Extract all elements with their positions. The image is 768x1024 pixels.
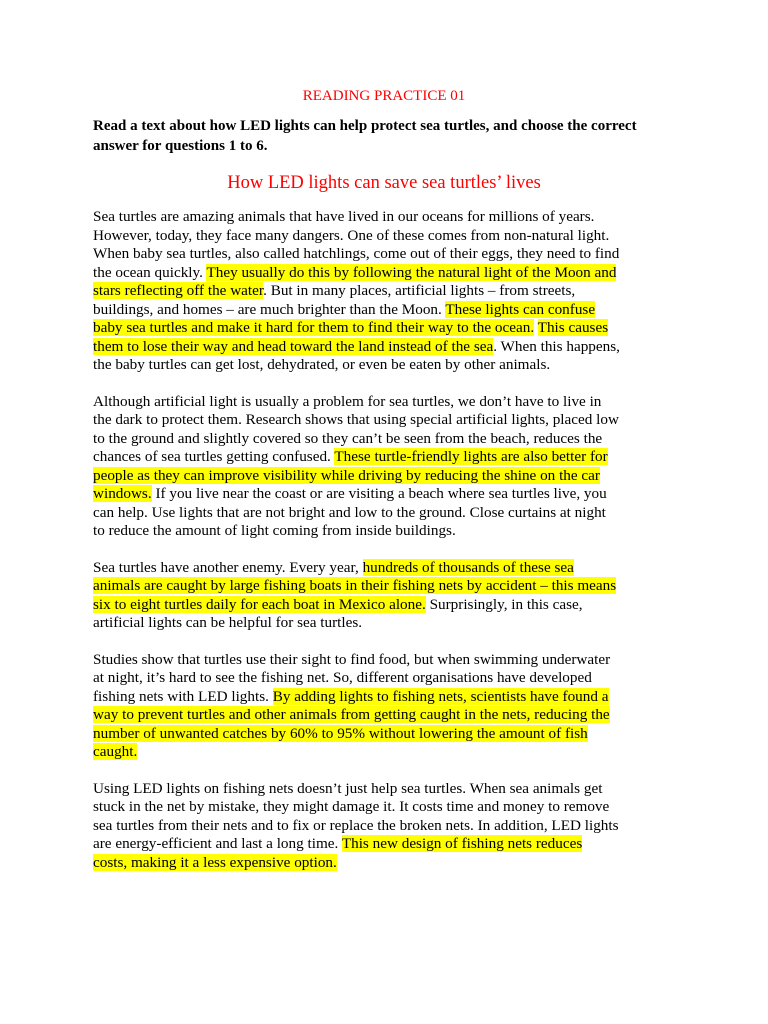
paragraph [93, 559, 683, 633]
text-line [93, 319, 683, 338]
highlighted-text: them to lose their way and head toward the land instead of the sea [93, 337, 494, 355]
text-line [93, 522, 683, 541]
highlighted-text: windows. [93, 485, 152, 502]
article-body [93, 208, 683, 890]
highlighted-text: number of unwanted catches by 60% to 95% without lowering the amount of fish [93, 724, 588, 742]
highlighted-text: animals are caught by large fishing boats in their fishing nets by accident – this means [93, 577, 617, 594]
highlighted-text: people as they can improve visibility while driving by reducing the shine on the car [93, 466, 600, 484]
highlighted-text: hundreds of thousands of these sea [362, 558, 574, 576]
text-segment: artificial lights can be helpful for sea turtles. [93, 614, 363, 631]
text-line [93, 467, 683, 486]
text-line [93, 835, 683, 854]
page-heading: READING PRACTICE 01 [302, 88, 466, 104]
text-segment: the ocean quickly. [93, 263, 207, 281]
text-line [93, 282, 683, 301]
paragraph [93, 780, 683, 873]
article-title: How LED lights can save sea turtles’ lives [227, 173, 541, 193]
text-line [93, 208, 683, 227]
text-segment: Sea turtles are amazing animals that have lived in our oceans for millions of years. [93, 208, 595, 225]
text-segment: at night, it’s hard to see the fishing net. So, different organisations have developed [93, 669, 592, 686]
text-segment: Sea turtles have another enemy. Every year, [93, 558, 363, 576]
text-line [93, 596, 683, 615]
highlighted-text: costs, making it a less expensive option. [93, 853, 337, 871]
highlighted-text: caught. [93, 743, 138, 760]
text-segment: When baby sea turtles, also called hatchlings, come out of their eggs, they need to find [93, 245, 620, 262]
highlighted-text: This causes [537, 319, 609, 336]
text-segment: Although artificial light is usually a problem for sea turtles, we don’t have to live in [93, 392, 602, 410]
text-line [93, 393, 683, 412]
text-line [93, 651, 683, 670]
text-line [93, 430, 683, 449]
text-segment: If you live near the coast or are visiting a beach where sea turtles live, you [151, 485, 607, 502]
text-segment: Surprisingly, in this case, [425, 595, 583, 613]
text-segment: can help. Use lights that are not bright and low to the ground. Close curtains at night [93, 503, 606, 521]
highlighted-text: By adding lights to fishing nets, scientists have found a [272, 687, 609, 705]
text-line [93, 614, 683, 633]
text-segment: sea turtles from their nets and to fix or replace the broken nets. In addition, LED lights [93, 816, 619, 834]
text-line [93, 504, 683, 523]
text-segment: However, today, they face many dangers. One of these comes from non-natural light. [93, 226, 610, 244]
text-segment: the baby turtles can get lost, dehydrated, or even be eaten by other animals. [93, 356, 551, 373]
text-segment: Studies show that turtles use their sight to find food, but when swimming underwater [93, 650, 611, 668]
text-segment: . When this happens, [493, 337, 620, 355]
text-segment: fishing nets with LED lights. [93, 687, 273, 705]
paragraph [93, 393, 683, 541]
text-line [93, 743, 683, 762]
text-line [93, 485, 683, 504]
text-line [93, 245, 683, 264]
highlighted-text: These lights can confuse [445, 300, 596, 318]
text-line [93, 338, 683, 357]
text-line [93, 688, 683, 707]
instructions-line: Read a text about how LED lights can help protect sea turtles, and choose the correct [93, 118, 637, 134]
text-line [93, 854, 683, 873]
text-segment: buildings, and homes – are much brighter than the Moon. [93, 300, 446, 318]
text-line [93, 448, 683, 467]
text-segment: Using LED lights on fishing nets doesn’t just help sea turtles. When sea animals get [93, 779, 603, 797]
text-line [93, 227, 683, 246]
text-segment: to the ground and slightly covered so they can’t be seen from the beach, reduces the [93, 429, 603, 447]
text-line [93, 817, 683, 836]
text-line [93, 669, 683, 688]
text-segment: the dark to protect them. Research shows that using special artificial lights, placed low [93, 411, 619, 428]
highlighted-text: way to prevent turtles and other animals from getting caught in the nets, reducing the [93, 706, 610, 723]
instructions-line: answer for questions 1 to 6. [93, 138, 268, 154]
text-segment: stuck in the net by mistake, they might damage it. It costs time and money to remove [93, 798, 610, 815]
paragraph [93, 651, 683, 762]
highlighted-text: They usually do this by following the natural light of the Moon and [206, 263, 617, 281]
highlighted-text: This new design of fishing nets reduces [341, 835, 583, 852]
text-segment: are energy-efficient and last a long time. [93, 835, 342, 852]
text-segment: chances of sea turtles getting confused. [93, 448, 335, 465]
text-segment: . But in many places, artificial lights – from streets, [263, 282, 576, 299]
text-line [93, 559, 683, 578]
text-line [93, 725, 683, 744]
highlighted-text: stars reflecting off the water [93, 282, 264, 299]
text-line [93, 780, 683, 799]
paragraph [93, 208, 683, 375]
text-line [93, 264, 683, 283]
text-line [93, 411, 683, 430]
text-line [93, 798, 683, 817]
text-segment: to reduce the amount of light coming from inside buildings. [93, 522, 456, 539]
text-line [93, 706, 683, 725]
text-line [93, 577, 683, 596]
instructions [93, 116, 693, 156]
highlighted-text: These turtle-friendly lights are also better for [334, 448, 608, 465]
text-line [93, 356, 683, 375]
highlighted-text: six to eight turtles daily for each boat in Mexico alone. [93, 595, 426, 613]
highlighted-text: baby sea turtles and make it hard for them to find their way to the ocean. [93, 319, 535, 336]
text-line [93, 301, 683, 320]
